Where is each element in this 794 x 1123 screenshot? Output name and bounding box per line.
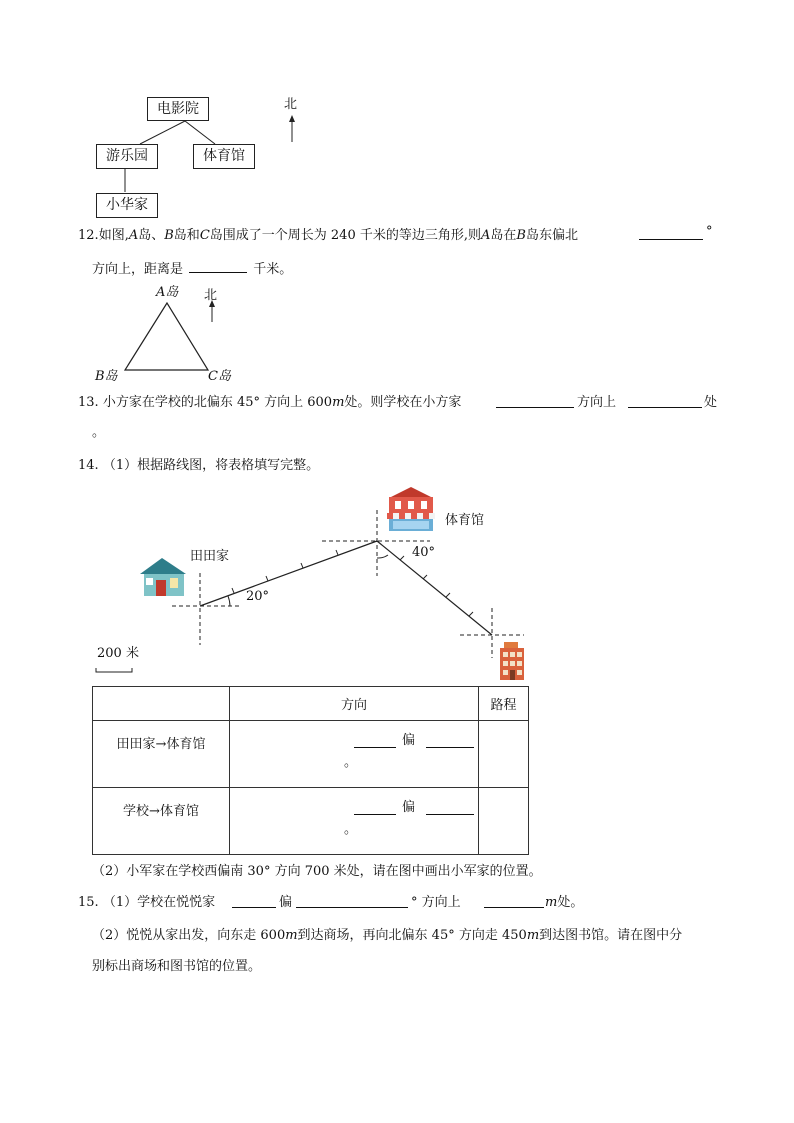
q12-line2-suffix: 千米。 — [253, 262, 293, 277]
q15-pian: 偏 — [279, 895, 293, 910]
q13-line1 — [78, 395, 461, 411]
q13-distance-blank[interactable] — [628, 395, 702, 408]
q12-b: B — [164, 228, 174, 243]
q12-text: 岛、 — [138, 228, 165, 243]
direction-blank-2[interactable] — [426, 735, 474, 748]
route-table — [92, 686, 529, 855]
table-direction-cell — [230, 788, 479, 855]
q15-end — [545, 895, 583, 911]
box-park: 游乐园 — [96, 144, 158, 169]
q15-part1-text: （1）学校在悦悦家 — [102, 895, 216, 910]
q12-c: C — [199, 228, 210, 243]
row-label-text: 学校→体育馆 — [123, 804, 199, 819]
label-c-island: C岛 — [208, 369, 231, 384]
table-distance-cell[interactable] — [479, 721, 529, 788]
q13-dir-text: 方向上 — [577, 395, 617, 410]
q15-direction-blank-1[interactable] — [232, 895, 276, 908]
q15-part2-text: 到达图书馆。请在图中分 — [539, 928, 683, 943]
box-gym: 体育馆 — [193, 144, 255, 169]
q15-line1 — [78, 895, 215, 911]
label-b-island: B岛 — [95, 369, 118, 384]
table-row-label — [93, 721, 230, 788]
q15-part2-line2: 别标出商场和图书馆的位置。 — [92, 959, 262, 974]
table-row — [93, 788, 529, 855]
scale-label: 200 米 — [97, 646, 139, 661]
q12-text: 岛东偏北 — [525, 228, 578, 243]
q12-a: A — [128, 228, 139, 243]
direction-blank-1[interactable] — [354, 735, 396, 748]
q15-unit: m — [545, 895, 558, 910]
q15-unit: m — [285, 928, 298, 943]
table-header-row — [93, 687, 529, 721]
table-header-cell — [93, 687, 230, 721]
degree-dot: 。 — [344, 822, 358, 837]
north-label-q12: 北 — [204, 288, 218, 303]
q12-line2 — [92, 260, 292, 278]
q12-b: B — [516, 228, 526, 243]
school-building-icon — [498, 640, 526, 682]
pian-text: 偏 — [402, 733, 416, 748]
q13-number: 13. — [78, 395, 99, 410]
q15-direction-blank-2[interactable] — [296, 895, 408, 908]
q15-part2-line1 — [92, 928, 682, 944]
degree-dot: 。 — [344, 755, 358, 770]
q14-part2: （2）小军家在学校西偏南 30° 方向 700 米处，请在图中画出小军家的位置。 — [92, 864, 542, 879]
q14-line1 — [78, 458, 319, 474]
q12-a: A — [480, 228, 491, 243]
house-icon — [136, 556, 190, 598]
angle-label-20: 20° — [246, 589, 270, 604]
q13-line2: 。 — [92, 425, 106, 440]
q12-text: 岛在 — [490, 228, 517, 243]
table-header-cell: 路程 — [479, 687, 529, 721]
q15-part2-text: 到达商场，再向北偏东 45° 方向走 450 — [297, 928, 527, 943]
north-label-q11: 北 — [284, 97, 298, 112]
q12-text: 岛围成了一个周长为 240 千米的等边三角形,则 — [209, 228, 481, 243]
q14-number: 14. — [78, 458, 99, 473]
q13-text: 处。则学校在小方家 — [344, 395, 462, 410]
pian-text: 偏 — [402, 800, 416, 815]
box-home: 小华家 — [96, 193, 158, 218]
q15-degree-text: ° 方向上 — [411, 895, 461, 910]
q15-end-text: 处。 — [557, 895, 584, 910]
q13-unit: m — [332, 395, 345, 410]
q12-degree: ° — [706, 224, 713, 239]
angle-label-40: 40° — [412, 545, 436, 560]
q14-part1: （1）根据路线图，将表格填写完整。 — [102, 458, 320, 473]
gym-label: 体育馆 — [445, 513, 485, 528]
q15-unit: m — [526, 928, 540, 943]
q12-number: 12. — [78, 228, 99, 243]
q12-triangle — [0, 280, 794, 390]
home-label: 田田家 — [190, 549, 230, 564]
q15-distance-blank[interactable] — [484, 895, 544, 908]
q12-text: 岛和 — [173, 228, 200, 243]
table-row-label — [93, 788, 230, 855]
box-cinema: 电影院 — [147, 97, 209, 121]
label-a-island: A岛 — [156, 285, 179, 300]
direction-blank-1[interactable] — [354, 802, 396, 815]
q12-angle-blank[interactable] — [639, 227, 703, 240]
q12-line1 — [78, 228, 578, 244]
table-row — [93, 721, 529, 788]
direction-blank-2[interactable] — [426, 802, 474, 815]
q13-text: 小方家在学校的北偏东 45° 方向上 600 — [102, 395, 333, 410]
table-header-cell: 方向 — [230, 687, 479, 721]
gym-building-icon — [385, 485, 437, 533]
q15-number: 15. — [78, 895, 99, 910]
q15-part2-text: （2）悦悦从家出发，向东走 600 — [92, 928, 286, 943]
table-distance-cell[interactable] — [479, 788, 529, 855]
q13-direction-blank[interactable] — [496, 395, 574, 408]
q12-line2-prefix: 方向上，距离是 — [92, 262, 184, 277]
table-direction-cell — [230, 721, 479, 788]
q12-distance-blank[interactable] — [189, 260, 247, 273]
row-label-text: 田田家→体育馆 — [116, 737, 206, 752]
q12-text: 如图, — [98, 228, 129, 243]
q13-end-text: 处 — [704, 395, 718, 410]
